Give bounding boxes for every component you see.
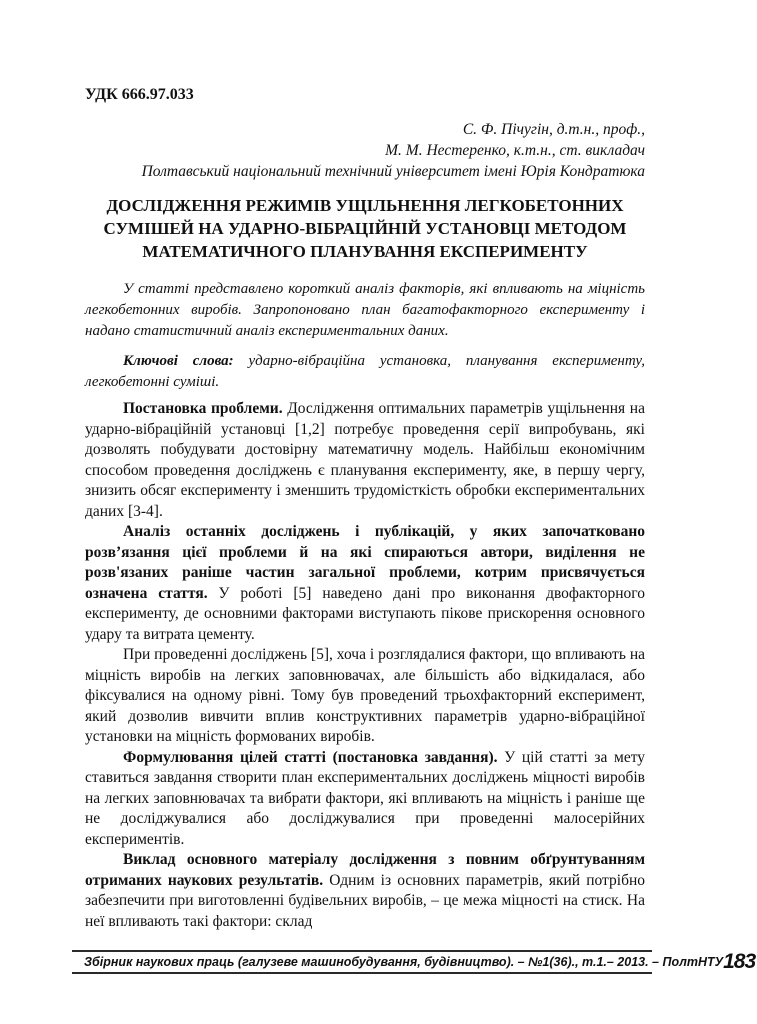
author-line: М. М. Нестеренко, к.т.н., ст. викладач	[385, 142, 645, 159]
page-footer	[72, 950, 756, 974]
article-title-line: МАТЕМАТИЧНОГО ПЛАНУВАННЯ ЕКСПЕРИМЕНТУ	[142, 242, 588, 261]
article-title	[85, 194, 645, 263]
paragraph-text: Дослідження оптимальних параметрів ущільнення на ударно-вібраційній установці [1,2] потребує проведення серії випробувань, які дозволять побудувати достовірну математичну модель. Найбільш економічним способом проведення досліджень є планування експерименту, яке, в першу чергу, знизить обсяг експерименту і зменшить трудомісткість обробки експериментальних даних [3-4].	[85, 400, 645, 520]
keywords-label: Ключові слова:	[123, 353, 234, 369]
article-body	[85, 399, 645, 932]
journal-title: Збірник наукових праць (галузеве машинобудування, будівництво). – №1(36)., т.1.– 2013. – ПолтНТУ	[84, 955, 724, 969]
paragraph-text: У роботі [5] наведено дані про виконання двофакторного експерименту, де основними факторами виступають пікове прискорення основного удару та витрата цементу.	[85, 584, 645, 643]
body-paragraph	[85, 748, 645, 851]
paragraph-lead: Формулювання цілей статті (постановка завдання).	[123, 748, 498, 766]
page-number: 183	[723, 950, 756, 973]
paragraph-lead: Аналіз останніх досліджень і публікацій, у яких започатковано розв’язання цієї проблеми й на які спираються автори, виділення не розв'язаних раніше частин загальної проблеми, котрим присвячується означена стаття.	[85, 523, 645, 602]
article-title-line: СУМІШЕЙ НА УДАРНО-ВІБРАЦІЙНІЙ УСТАНОВЦІ МЕТОДОМ	[103, 219, 627, 238]
author-line: С. Ф. Пічугін, д.т.н., проф.,	[462, 121, 645, 138]
keywords-text: ударно-вібраційна установка, планування експерименту, легкобетонні суміші.	[85, 353, 645, 390]
byline	[85, 119, 645, 182]
affiliation-line: Полтавський національний технічний університет імені Юрія Кондратюка	[141, 163, 645, 180]
paragraph-text: Одним із основних параметрів, який потрібно забезпечити при виготовленні будівельних виробів, – це межа міцності на стиск. На неї впливають такі фактори: склад	[85, 871, 646, 930]
udk-number: УДК 666.97.033	[85, 86, 194, 103]
paragraph-text: При проведенні досліджень [5], хоча і розглядалися фактори, що впливають на міцність виробів на легких заповнювачах, але більшість або відкидалася, або фіксувалися на одному рівні. Тому був проведений трьохфакторний експеримент, який дозволив вивчити вплив конструктивних параметрів ударно-вібраційної установки на міцність формованих виробів.	[85, 646, 645, 745]
body-paragraph	[85, 645, 645, 748]
keywords	[85, 351, 645, 393]
body-paragraph	[85, 522, 645, 645]
body-paragraph	[85, 850, 645, 932]
paragraph-lead: Виклад основного матеріалу дослідження з повним обґрунтуванням отриманих наукових результатів.	[85, 851, 645, 889]
paragraph-text: У цій статті за мету ставиться завдання створити план експериментальних досліджень міцності виробів на легких заповнювачах та вибрати фактори, які впливають на міцність і раніше ще не досліджувалися або досліджувалися при проведенні малосерійних експериментів.	[85, 748, 646, 848]
abstract: У статті представлено короткий аналіз факторів, які впливають на міцність легкобетонних виробів. Запропоновано план багатофакторного експерименту і надано статистичний аналіз експериментальних даних.	[85, 281, 645, 339]
paragraph-lead: Постановка проблеми.	[123, 400, 283, 417]
article-title-line: ДОСЛІДЖЕННЯ РЕЖИМІВ УЩІЛЬНЕННЯ ЛЕГКОБЕТОННИХ	[106, 196, 624, 215]
article-page	[85, 86, 645, 932]
body-paragraph	[85, 399, 645, 522]
